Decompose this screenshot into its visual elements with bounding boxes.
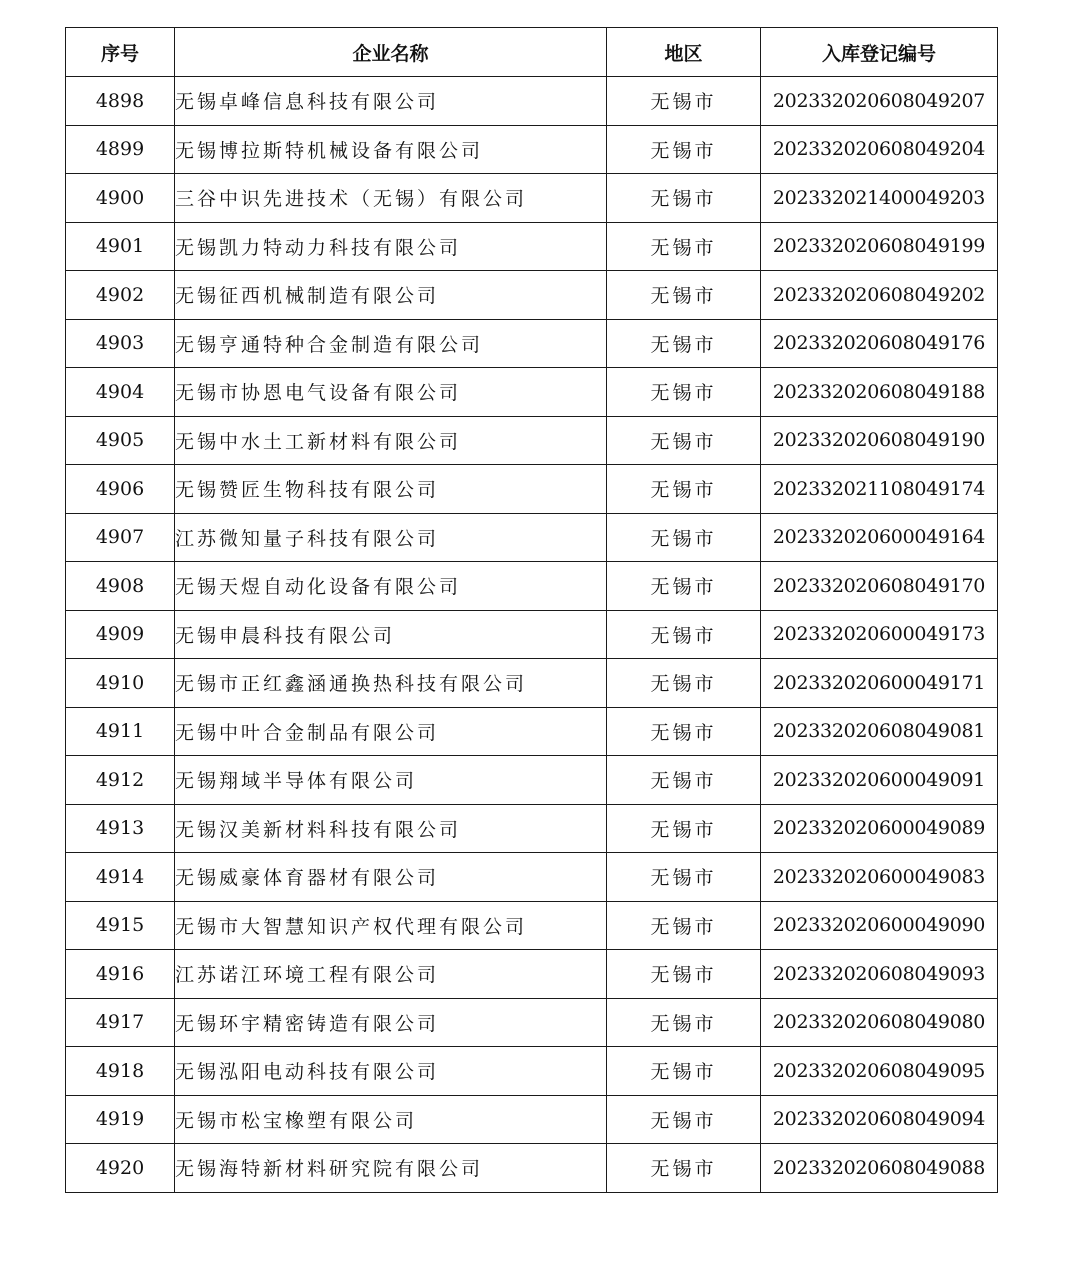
table-row <box>66 756 998 805</box>
cell-company-name: 无锡申晨科技有限公司 <box>175 610 607 659</box>
cell-region: 无锡市 <box>607 465 761 514</box>
cell-region: 无锡市 <box>607 513 761 562</box>
cell-region: 无锡市 <box>607 1144 761 1193</box>
table-row <box>66 368 998 417</box>
cell-registration-code: 202332020608049176 <box>761 319 998 368</box>
table-row <box>66 1144 998 1193</box>
cell-seq: 4907 <box>66 513 175 562</box>
header-name: 企业名称 <box>175 28 607 77</box>
cell-registration-code: 202332021108049174 <box>761 465 998 514</box>
table-row <box>66 1095 998 1144</box>
table-row <box>66 465 998 514</box>
table-row <box>66 804 998 853</box>
cell-seq: 4910 <box>66 659 175 708</box>
cell-registration-code: 202332020600049171 <box>761 659 998 708</box>
cell-company-name: 无锡中叶合金制品有限公司 <box>175 707 607 756</box>
cell-registration-code: 202332021400049203 <box>761 174 998 223</box>
table-row <box>66 998 998 1047</box>
cell-region: 无锡市 <box>607 77 761 126</box>
cell-registration-code: 202332020600049164 <box>761 513 998 562</box>
cell-region: 无锡市 <box>607 368 761 417</box>
cell-registration-code: 202332020608049170 <box>761 562 998 611</box>
cell-region: 无锡市 <box>607 222 761 271</box>
cell-seq: 4900 <box>66 174 175 223</box>
table-row <box>66 1047 998 1096</box>
cell-region: 无锡市 <box>607 950 761 999</box>
cell-company-name: 无锡汉美新材料科技有限公司 <box>175 804 607 853</box>
cell-seq: 4915 <box>66 901 175 950</box>
cell-company-name: 无锡赞匠生物科技有限公司 <box>175 465 607 514</box>
cell-registration-code: 202332020608049095 <box>761 1047 998 1096</box>
cell-registration-code: 202332020608049088 <box>761 1144 998 1193</box>
cell-region: 无锡市 <box>607 416 761 465</box>
cell-company-name: 无锡天煜自动化设备有限公司 <box>175 562 607 611</box>
cell-registration-code: 202332020608049080 <box>761 998 998 1047</box>
cell-company-name: 无锡卓峰信息科技有限公司 <box>175 77 607 126</box>
header-region: 地区 <box>607 28 761 77</box>
cell-seq: 4912 <box>66 756 175 805</box>
header-row <box>66 28 998 77</box>
cell-company-name: 无锡征西机械制造有限公司 <box>175 271 607 320</box>
cell-company-name: 无锡市大智慧知识产权代理有限公司 <box>175 901 607 950</box>
cell-company-name: 无锡市正红鑫涵通换热科技有限公司 <box>175 659 607 708</box>
cell-company-name: 无锡中水土工新材料有限公司 <box>175 416 607 465</box>
table-row <box>66 125 998 174</box>
cell-region: 无锡市 <box>607 804 761 853</box>
cell-registration-code: 202332020608049190 <box>761 416 998 465</box>
cell-region: 无锡市 <box>607 659 761 708</box>
table-row <box>66 319 998 368</box>
table-row <box>66 707 998 756</box>
cell-registration-code: 202332020608049199 <box>761 222 998 271</box>
cell-region: 无锡市 <box>607 610 761 659</box>
cell-registration-code: 202332020608049204 <box>761 125 998 174</box>
table-body <box>66 77 998 1193</box>
table-row <box>66 950 998 999</box>
cell-region: 无锡市 <box>607 125 761 174</box>
cell-seq: 4898 <box>66 77 175 126</box>
cell-region: 无锡市 <box>607 174 761 223</box>
cell-registration-code: 202332020600049083 <box>761 853 998 902</box>
cell-registration-code: 202332020608049188 <box>761 368 998 417</box>
cell-seq: 4902 <box>66 271 175 320</box>
cell-seq: 4919 <box>66 1095 175 1144</box>
cell-region: 无锡市 <box>607 1095 761 1144</box>
table-row <box>66 174 998 223</box>
cell-registration-code: 202332020600049090 <box>761 901 998 950</box>
table-row <box>66 222 998 271</box>
cell-company-name: 无锡市协恩电气设备有限公司 <box>175 368 607 417</box>
cell-registration-code: 202332020608049094 <box>761 1095 998 1144</box>
cell-seq: 4916 <box>66 950 175 999</box>
cell-registration-code: 202332020608049207 <box>761 77 998 126</box>
table-row <box>66 416 998 465</box>
cell-company-name: 无锡泓阳电动科技有限公司 <box>175 1047 607 1096</box>
cell-registration-code: 202332020600049173 <box>761 610 998 659</box>
table-row <box>66 901 998 950</box>
cell-region: 无锡市 <box>607 271 761 320</box>
cell-region: 无锡市 <box>607 901 761 950</box>
cell-seq: 4913 <box>66 804 175 853</box>
cell-registration-code: 202332020608049093 <box>761 950 998 999</box>
cell-region: 无锡市 <box>607 998 761 1047</box>
table-row <box>66 659 998 708</box>
cell-registration-code: 202332020608049081 <box>761 707 998 756</box>
cell-registration-code: 202332020600049089 <box>761 804 998 853</box>
table-row <box>66 271 998 320</box>
cell-company-name: 无锡翔域半导体有限公司 <box>175 756 607 805</box>
cell-registration-code: 202332020600049091 <box>761 756 998 805</box>
cell-seq: 4904 <box>66 368 175 417</box>
cell-company-name: 无锡市松宝橡塑有限公司 <box>175 1095 607 1144</box>
enterprise-registry-table <box>65 27 998 1193</box>
cell-region: 无锡市 <box>607 853 761 902</box>
cell-seq: 4903 <box>66 319 175 368</box>
cell-company-name: 无锡亨通特种合金制造有限公司 <box>175 319 607 368</box>
cell-seq: 4905 <box>66 416 175 465</box>
cell-company-name: 无锡博拉斯特机械设备有限公司 <box>175 125 607 174</box>
cell-seq: 4917 <box>66 998 175 1047</box>
cell-region: 无锡市 <box>607 562 761 611</box>
cell-seq: 4914 <box>66 853 175 902</box>
table-row <box>66 77 998 126</box>
cell-company-name: 江苏微知量子科技有限公司 <box>175 513 607 562</box>
header-code: 入库登记编号 <box>761 28 998 77</box>
cell-region: 无锡市 <box>607 707 761 756</box>
cell-company-name: 江苏诺江环境工程有限公司 <box>175 950 607 999</box>
cell-company-name: 无锡海特新材料研究院有限公司 <box>175 1144 607 1193</box>
cell-seq: 4909 <box>66 610 175 659</box>
cell-company-name: 三谷中识先进技术（无锡）有限公司 <box>175 174 607 223</box>
table-row <box>66 513 998 562</box>
cell-region: 无锡市 <box>607 319 761 368</box>
cell-seq: 4901 <box>66 222 175 271</box>
cell-registration-code: 202332020608049202 <box>761 271 998 320</box>
cell-company-name: 无锡凯力特动力科技有限公司 <box>175 222 607 271</box>
cell-seq: 4899 <box>66 125 175 174</box>
cell-seq: 4920 <box>66 1144 175 1193</box>
cell-region: 无锡市 <box>607 756 761 805</box>
cell-seq: 4918 <box>66 1047 175 1096</box>
table-row <box>66 562 998 611</box>
table-row <box>66 853 998 902</box>
header-seq: 序号 <box>66 28 175 77</box>
table-header <box>66 28 998 77</box>
cell-company-name: 无锡环宇精密铸造有限公司 <box>175 998 607 1047</box>
cell-seq: 4906 <box>66 465 175 514</box>
cell-company-name: 无锡威豪体育器材有限公司 <box>175 853 607 902</box>
cell-seq: 4911 <box>66 707 175 756</box>
cell-seq: 4908 <box>66 562 175 611</box>
table-row <box>66 610 998 659</box>
cell-region: 无锡市 <box>607 1047 761 1096</box>
